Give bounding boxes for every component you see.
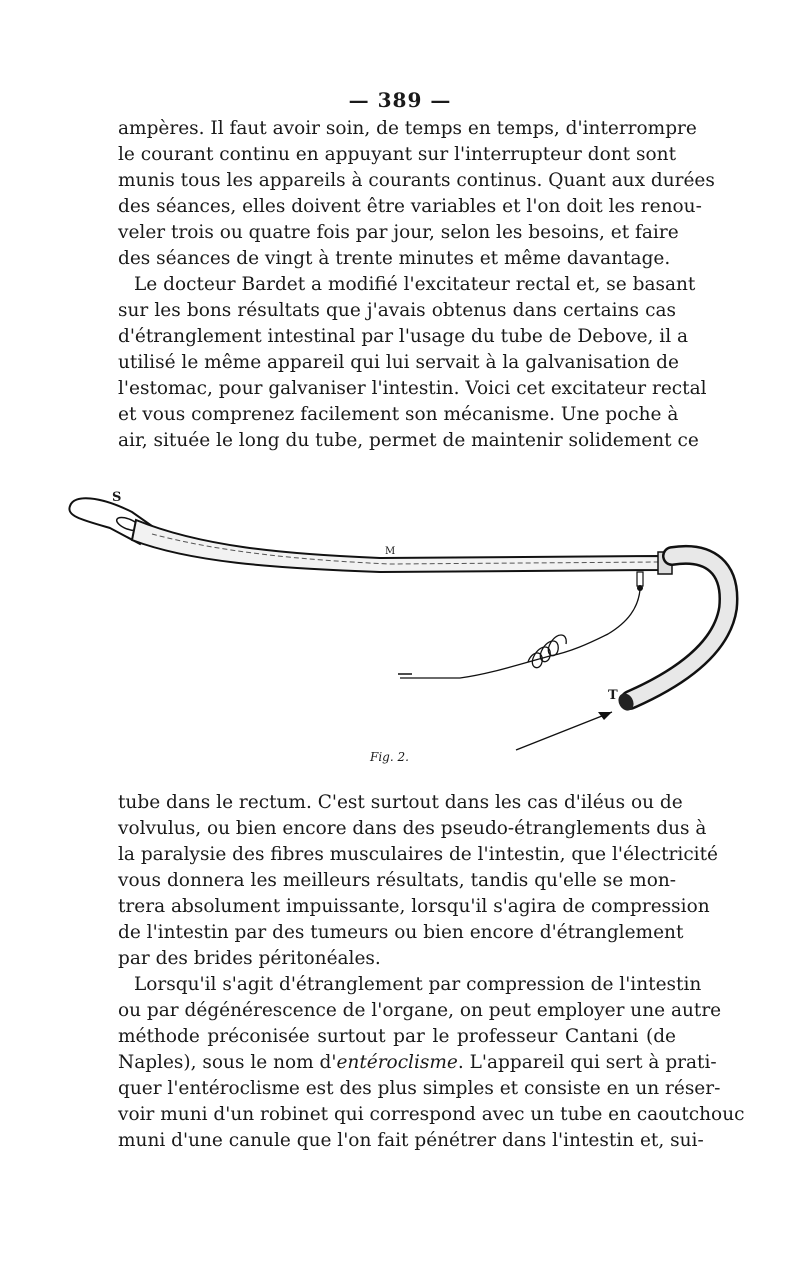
text-line: utilisé le même appareil qui lui servait à la galvanisation de [118, 352, 679, 373]
tube-body [132, 520, 660, 572]
wire-coil [528, 635, 566, 668]
text-line: air, située le long du tube, permet de maintenir solidement ce [118, 430, 699, 451]
text-line: ou par dégénérescence de l'organe, on peut employer une autre [118, 1000, 722, 1021]
text-line: veler trois ou quatre fois par jour, selon les besoins, et faire [118, 222, 679, 243]
figure-label-s: S [112, 490, 122, 505]
electrode-wire [400, 590, 640, 678]
page-number: — 389 — [348, 88, 452, 112]
text-line: méthode préconisée surtout par le professeur Cantani (de [118, 1026, 676, 1047]
text-line: le courant continu en appuyant sur l'interrupteur dont sont [118, 144, 676, 165]
text-line: l'estomac, pour galvaniser l'intestin. Voici cet excitateur rectal [118, 378, 707, 399]
italic-term: entéroclisme [336, 1052, 458, 1073]
electrode-connector [637, 572, 643, 586]
text-line: voir muni d'un robinet qui correspond avec un tube en caoutchouc [118, 1104, 745, 1125]
text-block-top [118, 116, 715, 454]
text-line: des séances de vingt à trente minutes et même davantage. [118, 248, 671, 269]
text-line [118, 1050, 717, 1076]
text-line: sur les bons résultats que j'avais obtenus dans certains cas [118, 300, 676, 321]
text-line: vous donnera les meilleurs résultats, tandis qu'elle se mon- [118, 870, 676, 891]
text-line: munis tous les appareils à courants continus. Quant aux durées [118, 170, 715, 191]
text-segment: Naples), sous le nom d' [118, 1052, 337, 1073]
text-line: par des brides péritonéales. [118, 948, 381, 969]
text-line: d'étranglement intestinal par l'usage du tube de Debove, il a [118, 326, 689, 347]
text-line: trera absolument impuissante, lorsqu'il s'agira de compression [118, 896, 710, 917]
rectal-tube-illustration [60, 488, 750, 788]
text-line: de l'intestin par des tumeurs ou bien encore d'étranglement [118, 922, 684, 943]
text-line: ampères. Il faut avoir soin, de temps en temps, d'interrompre [118, 118, 697, 139]
text-line: la paralysie des fibres musculaires de l'intestin, que l'électricité [118, 844, 718, 865]
figure-caption: Fig. 2. [370, 750, 409, 764]
text-line: muni d'une canule que l'on fait pénétrer dans l'intestin et, sui- [118, 1130, 704, 1151]
text-line: volvulus, ou bien encore dans des pseudo-étranglements dus à [118, 818, 707, 839]
figure-label-m: M [385, 546, 396, 557]
text-line: Le docteur Bardet a modifié l'excitateur rectal et, se basant [134, 274, 696, 295]
text-segment: . L'appareil qui sert à prati- [457, 1052, 717, 1073]
text-line: et vous comprenez facilement son mécanisme. Une poche à [118, 404, 679, 425]
figure-rectal-excitator [60, 488, 750, 788]
text-line: quer l'entéroclisme est des plus simples et consiste en un réser- [118, 1078, 721, 1099]
text-line: Lorsqu'il s'agit d'étranglement par compression de l'intestin [134, 974, 702, 995]
text-line: tube dans le rectum. C'est surtout dans les cas d'iléus ou de [118, 792, 683, 813]
figure-label-t: T [608, 688, 618, 703]
text-block-bottom [118, 790, 745, 1154]
pointer-arrow-line [516, 712, 612, 750]
text-line: des séances, elles doivent être variables et l'on doit les renou- [118, 196, 702, 217]
